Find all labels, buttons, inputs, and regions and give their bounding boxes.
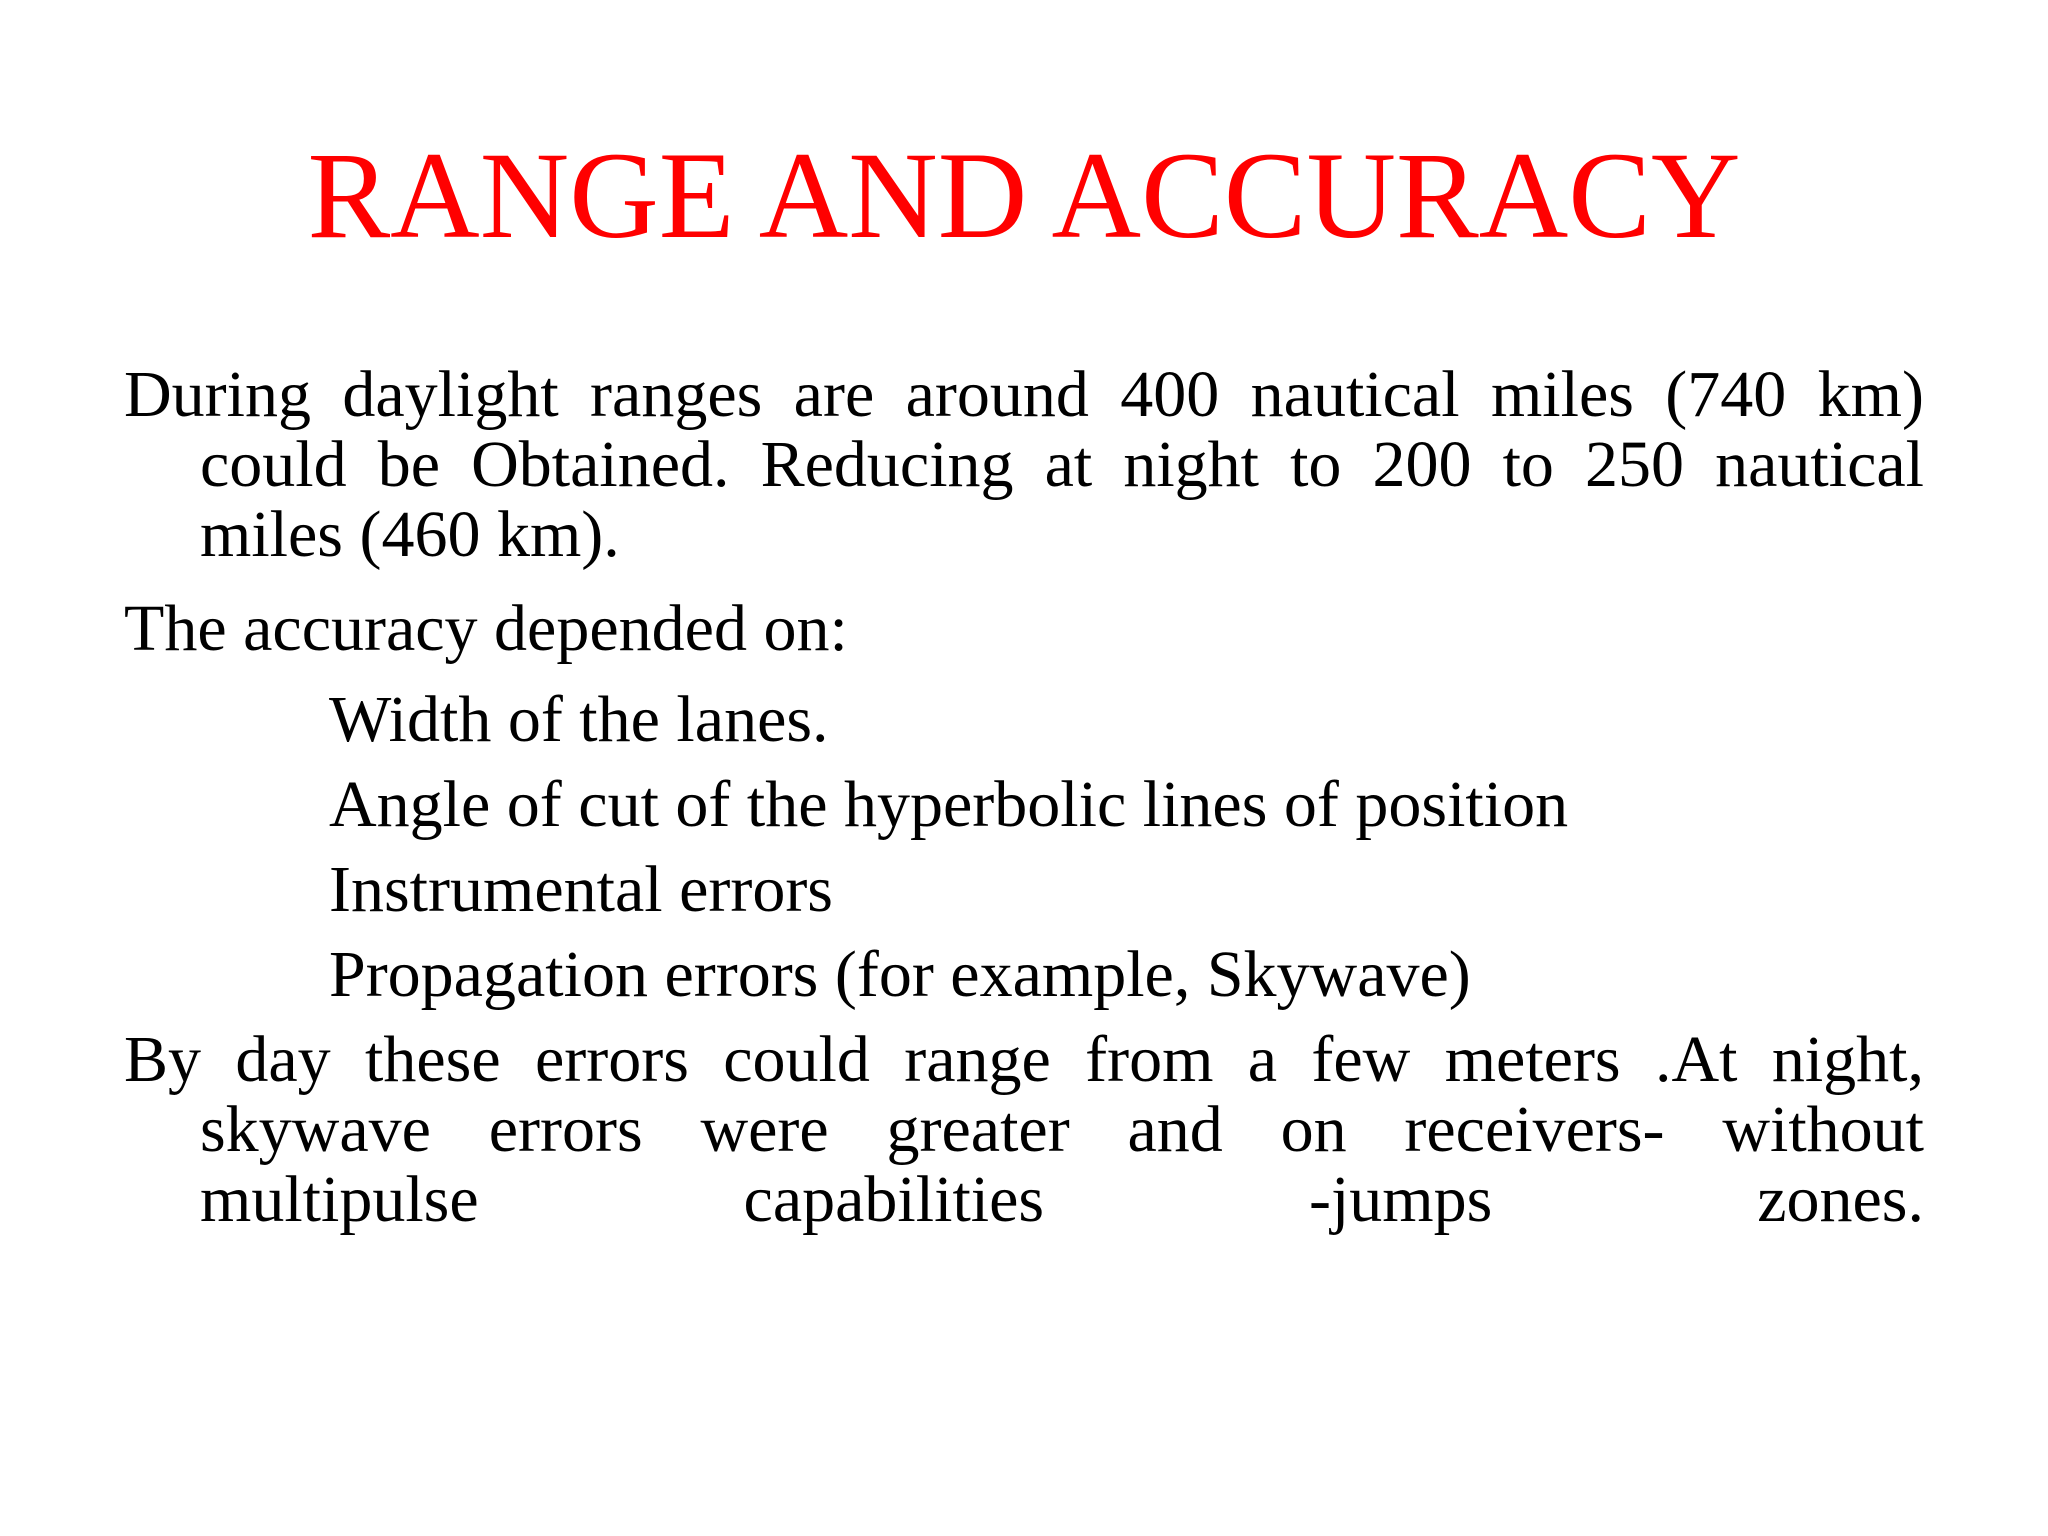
factor-item: Instrumental errors <box>329 853 833 926</box>
factor-item: Width of the lanes. <box>329 683 829 756</box>
factor-item: Propagation errors (for example, Skywave) <box>329 938 1471 1011</box>
accuracy-intro: The accuracy depended on: <box>124 592 848 665</box>
slide-body <box>124 360 1924 1251</box>
errors-paragraph: By day these errors could range from a few meters .At night, skywave errors were greater and on receivers- without multipulse capabilities -jumps zones. <box>124 1023 1924 1236</box>
factor-item: Angle of cut of the hyperbolic lines of position <box>329 768 1569 841</box>
range-paragraph: During daylight ranges are around 400 nautical miles (740 km) could be Obtained. Reducing at night to 200 to 250 nautical miles (460 km). <box>124 358 1924 571</box>
slide-title: RANGE AND ACCURACY <box>307 127 1741 264</box>
